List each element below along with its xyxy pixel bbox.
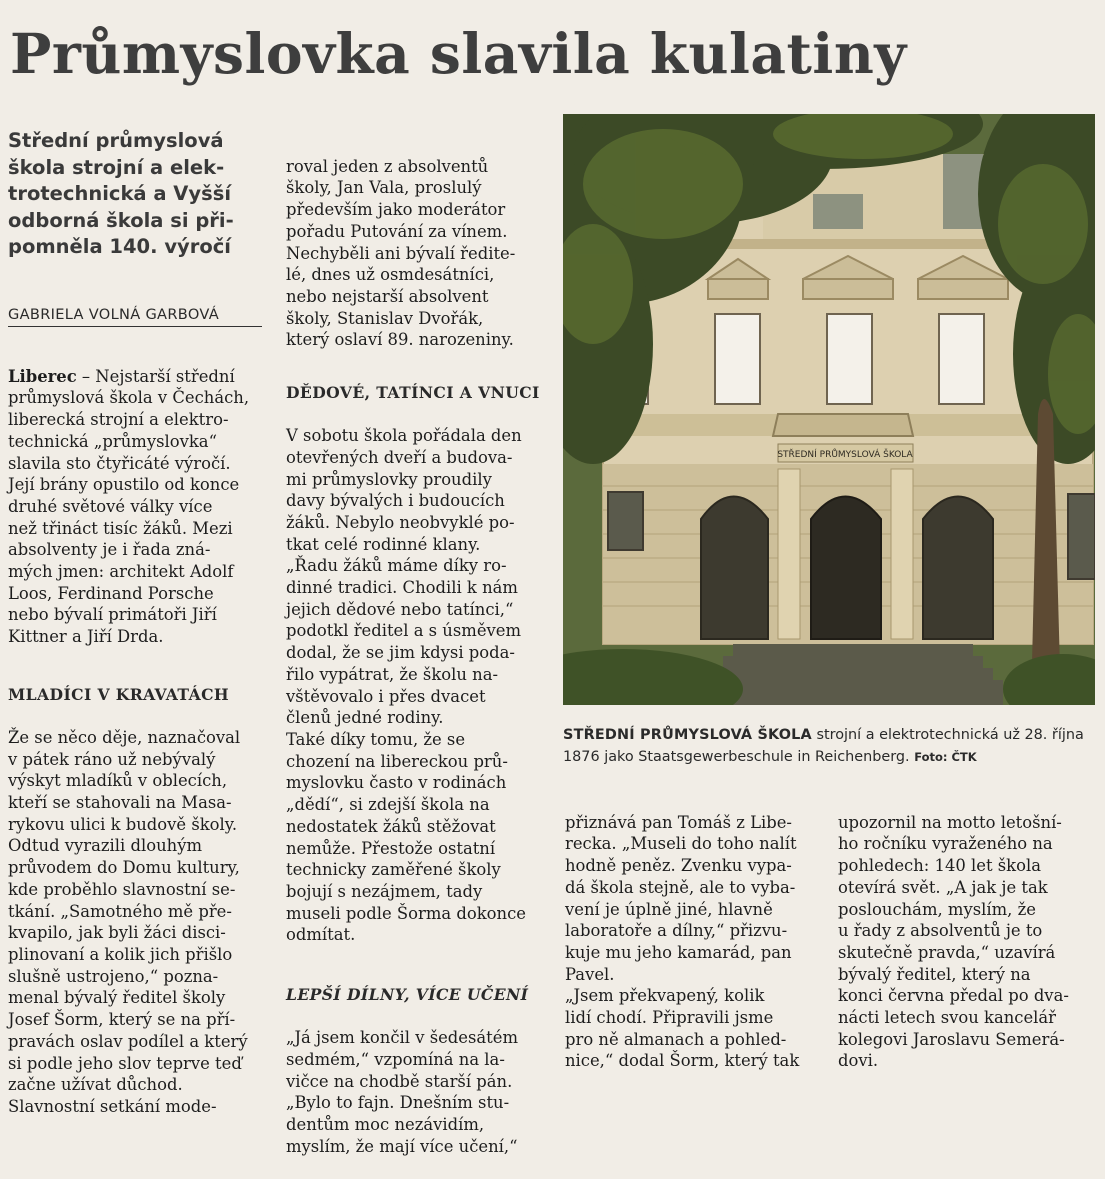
- column-2: [286, 134, 554, 1179]
- col3-paragraph-1: přiznává pan Tomáš z Libe- recka. „Museli do toho nalít hodně peněz. Zvenku vypa- dá škola stejně, ale to vyba- vení je úplně jiné, hlavně laboratoře a dílny,“ přizvu- kuje mu jeho kamarád, pan Pavel. „Jsem překvapený, kolik lidí chodí. Připravili jsme pro ně almanach a pohled- nice,“ dodal Šorm, který tak: [565, 812, 800, 1071]
- headline: Průmyslovka slavila kulatiny: [10, 21, 907, 86]
- school-building-illustration: [563, 114, 1095, 705]
- column-3: [565, 790, 820, 1094]
- dateline: Liberec: [8, 366, 77, 386]
- column-4: [838, 790, 1100, 1094]
- school-photo: [563, 114, 1095, 705]
- col2-paragraph-3: „Já jsem končil v šedesátém sedmém,“ vzpomíná na la- vičce na chodbě starší pán. „Bylo to fajn. Dnešním stu- dentům moc nezávidím, myslím, že mají více učení,“: [286, 1028, 519, 1156]
- caption-text: strojní a elektrotechnická už 28. října 1876 jako Staatsgewerbeschule in Reichenberg.: [563, 727, 1084, 765]
- subheading-mladici: MLADÍCI V KRAVATÁCH: [8, 684, 230, 704]
- lead-paragraph: Střední průmyslová škola strojní a elek- trotechnická a Vyšší odborná škola si při- pomněla 140. výročí: [8, 129, 234, 258]
- col1-paragraph-1: [8, 366, 270, 648]
- school-sign-text: STŘEDNÍ PRŮMYSLOVÁ ŠKOLA: [777, 450, 913, 460]
- col2-paragraph-1: roval jeden z absolventů školy, Jan Vala, proslulý především jako moderátor pořadu Putování za vínem. Nechyběli ani bývalí ředite- lé, dnes už osmdesátníci, nebo nejstarší absolvent školy, Stanislav Dvořák, který oslaví 89. narozeniny.: [286, 156, 516, 350]
- byline: GABRIELA VOLNÁ GARBOVÁ: [8, 306, 262, 327]
- col1-paragraph-2: Že se něco děje, naznačoval v pátek ráno už nebývalý výskyt mladíků v oblecích, kteří se stahovali na Masa- rykovu ulici k budově školy. Odtud vyrazili dlouhým průvodem do Domu kultury, kde proběhlo slavnostní se- tkání. „Samotného mě pře- kvapilo, jak byli žáci disci- plinovaní a kolik jich přišlo slušně ustrojeno,“ pozna- menal bývalý ředitel školy Josef Šorm, který se na pří- pravách oslav podílel a který si podle jeho slov teprve teď začne užívat důchod. Slavnostní setkání mode-: [8, 727, 248, 1116]
- col1-p1-text: – Nejstarší střední průmyslová škola v Čechách, liberecká strojní a elektro- technická „průmyslovka“ slavila sto čtyřicáté výročí. Její brány opustilo od konce druhé světové války více než třináct tisíc žáků. Mezi absolventy je i řada zná- mých jmen: architekt Adolf Loos, Ferdinand Porsche nebo bývalí primátoři Jiří Kittner a Jiří Drda.: [8, 366, 250, 647]
- photo-caption: [563, 724, 1095, 768]
- photo-credit: Foto: ČTK: [914, 750, 977, 764]
- caption-title: STŘEDNÍ PRŮMYSLOVÁ ŠKOLA: [563, 727, 812, 743]
- subheading-dedove: DĚDOVÉ, TATÍNCI A VNUCI: [286, 382, 540, 402]
- col2-paragraph-2: V sobotu škola pořádala den otevřených dveří a budova- mi průmyslovky proudily davy bývalých i budoucích žáků. Nebylo neobvyklé po- tkat celé rodinné klany. „Řadu žáků máme díky ro- dinné tradici. Chodili k nám jejich dědové nebo tatínci,“ podotkl ředitel a s úsměvem dodal, že se jim kdysi poda- řilo vypátrat, že školu na- vštěvovalo i přes dvacet členů jedné rodiny. Také díky tomu, že se chození na libereckou prů- myslovku často v rodinách „dědí“, si zdejší škola na nedostatek žáků stěžovat nemůže. Přestože ostatní technicky zaměřené školy bojují s nezájmem, tady museli podle Šorma dokonce odmítat.: [286, 426, 526, 945]
- col4-paragraph-1: upozornil na motto letošní- ho ročníku vyraženého na pohledech: 140 let škola otevírá svět. „A jak je tak poslouchám, myslím, že u řady z absolventů je to skutečně pravda,“ uzavírá bývalý ředitel, který na konci června předal po dva- nácti letech svou kancelář kolegovi Jaroslavu Semerá- dovi.: [838, 812, 1069, 1071]
- column-1: [8, 344, 270, 1139]
- subheading-lepsi-dilny: LEPŠÍ DÍLNY, VÍCE UČENÍ: [286, 984, 529, 1004]
